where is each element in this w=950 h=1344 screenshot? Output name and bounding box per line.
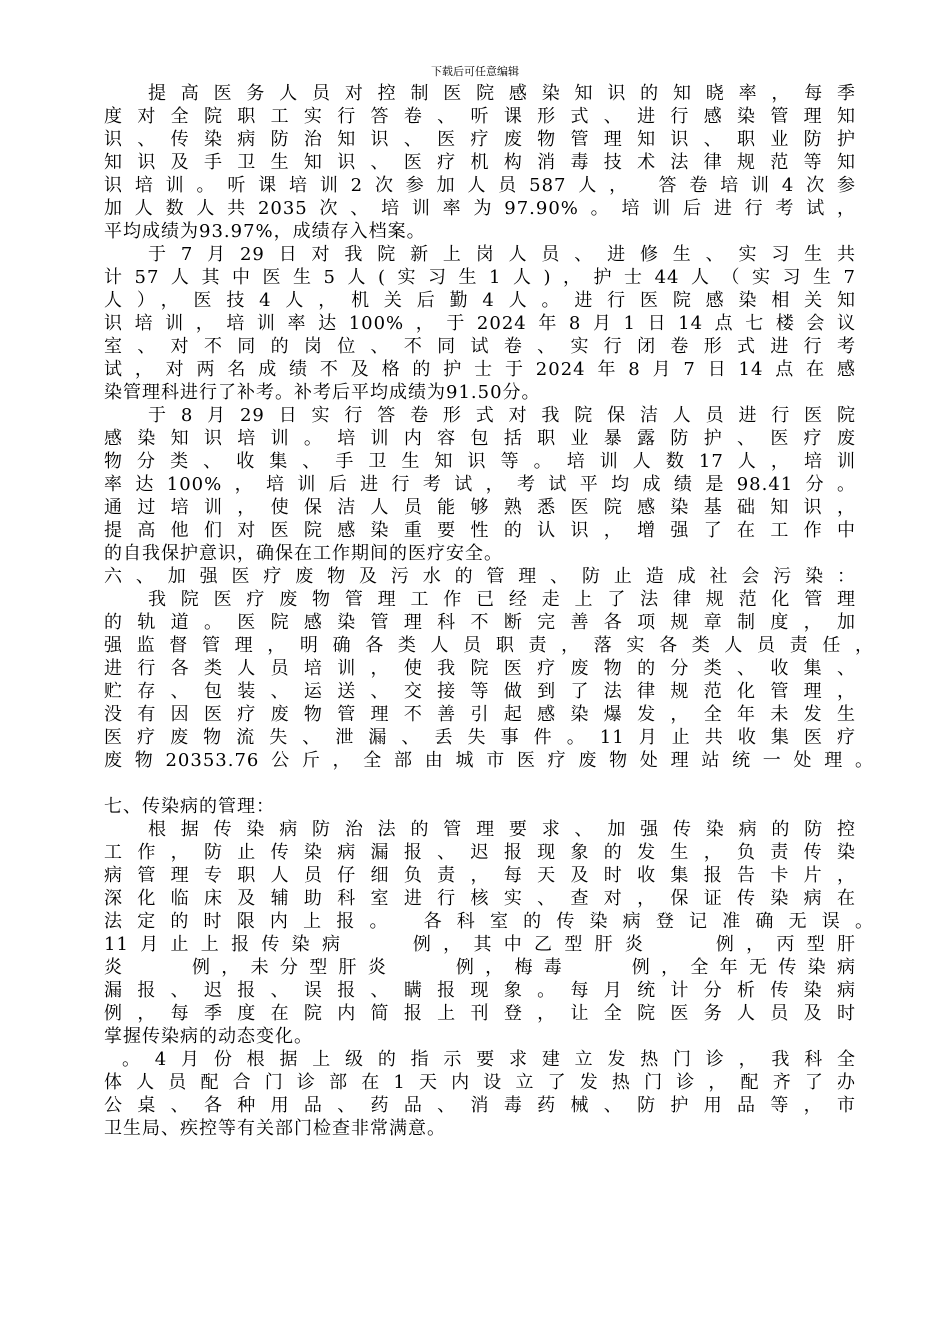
text-line: 提高医务人员对控制医院感染知识的知晓率，每季 (148, 83, 856, 104)
text-line: 贮存、包装、运送、交接等做到了法律规范化管理， (104, 681, 856, 702)
text-line: 废物20353.76公斤，全部由城市医疗废物处理站统一处理。 (104, 750, 874, 771)
text-line: 漏报、迟报、误报、瞒报现象。每月统计分析传染病 (104, 980, 856, 1001)
text-line: 工作，防止传染病漏报、迟报现象的发生，负责传染 (104, 842, 856, 863)
text-line: 深化临床及辅助科室进行核实、查对，保证传染病在 (104, 888, 856, 909)
text-line: 医疗废物流失、泄漏、丢失事件。11月止共收集医疗 (104, 727, 856, 748)
text-line: 知识及手卫生知识、医疗机构消毒技术法律规范等知 (104, 152, 856, 173)
document-body (104, 82, 874, 1140)
paragraph (104, 565, 874, 772)
text-line: 提高他们对医院感染重要性的认识，增强了在工作中 (104, 520, 856, 541)
text-line: 于7月29日对我院新上岗人员、进修生、实习生共 (148, 244, 856, 265)
text-line: 识培训。听课培训2次参加人员587人， 答卷培训4次参 (104, 175, 856, 196)
text-line: 我院医疗废物管理工作已经走上了法律规范化管理 (148, 589, 856, 610)
text-line: 的自我保护意识，确保在工作期间的医疗安全。 (104, 543, 503, 564)
text-line: 病管理专职人员仔细负责，每天及时收集报告卡片， (104, 865, 856, 886)
text-line: 炎 例，未分型肝炎 例，梅毒 例，全年无传染病 (104, 957, 856, 978)
text-line: 染管理科进行了补考。补考后平均成绩为91.50分。 (104, 382, 541, 403)
text-line: 体人员配合门诊部在1天内设立了发热门诊，配齐了办 (104, 1072, 856, 1093)
text-line: 物分类、收集、手卫生知识等。培训人数17人，培训 (104, 451, 856, 472)
text-line: 。4月份根据上级的指示要求建立发热门诊，我科全 (122, 1049, 856, 1070)
text-line: 例，每季度在院内简报上刊登，让全院医务人员及时 (104, 1003, 856, 1024)
text-line: 没有因医疗废物管理不善引起感染爆发，全年未发生 (104, 704, 856, 725)
paragraph (104, 243, 856, 404)
text-line: 感染知识培训。培训内容包括职业暴露防护、医疗废 (104, 428, 856, 449)
text-line: 进行各类人员培训，使我院医疗废物的分类、收集、 (104, 658, 856, 679)
text-line: 强监督管理，明确各类人员职责，落实各类人员责任， (104, 635, 874, 656)
paragraph (104, 404, 856, 565)
text-line: 11月止上报传染病 例，其中乙型肝炎 例，丙型肝 (104, 934, 856, 955)
section-heading: 六、加强医疗废物及污水的管理、防止造成社会污染： (104, 566, 856, 587)
text-line: 识、传染病防治知识、医疗废物管理知识、职业防护 (104, 129, 856, 150)
text-line: 七、传染病的管理： (104, 796, 275, 817)
text-line: 识培训，培训率达100%，于2024年8月1日14点七楼会议 (104, 313, 856, 334)
text-line: 掌握传染病的动态变化。 (104, 1026, 313, 1047)
paragraph (104, 795, 874, 1140)
text-line: 人），医技4人，机关后勤4人。进行医院感染相关知 (104, 290, 856, 311)
text-line: 室、对不同的岗位、不同试卷、实行闭卷形式进行考 (104, 336, 856, 357)
text-line: 度对全院职工实行答卷、听课形式、进行感染管理知 (104, 106, 856, 127)
text-line: 根据传染病防治法的管理要求、加强传染病的防控 (148, 819, 856, 840)
text-line: 通过培训，使保洁人员能够熟悉医院感染基础知识， (104, 497, 856, 518)
text-line: 试，对两名成绩不及格的护士于2024年8月7日14点在感 (104, 359, 856, 380)
page-header: 下载后可任意编辑 (431, 65, 519, 78)
blank-line (104, 772, 856, 795)
paragraph (104, 82, 856, 243)
text-line: 平均成绩为93.97%，成绩存入档案。 (104, 221, 426, 242)
text-line: 法定的时限内上报。 各科室的传染病登记准确无误。 (104, 911, 874, 932)
text-line: 公桌、各种用品、药品、消毒药械、防护用品等，市 (104, 1095, 856, 1116)
text-line: 率达100%，培训后进行考试，考试平均成绩是98.41分。 (104, 474, 856, 495)
text-line: 计57人其中医生5人(实习生1人)，护士44人（实习生7 (104, 267, 856, 288)
text-line: 的轨道。医院感染管理科不断完善各项规章制度，加 (104, 612, 856, 633)
text-line: 于8月29日实行答卷形式对我院保洁人员进行医院 (148, 405, 856, 426)
text-line: 卫生局、疾控等有关部门检查非常满意。 (104, 1118, 446, 1139)
text-line: 加人数人共2035次、培训率为97.90%。培训后进行考试， (104, 198, 856, 219)
